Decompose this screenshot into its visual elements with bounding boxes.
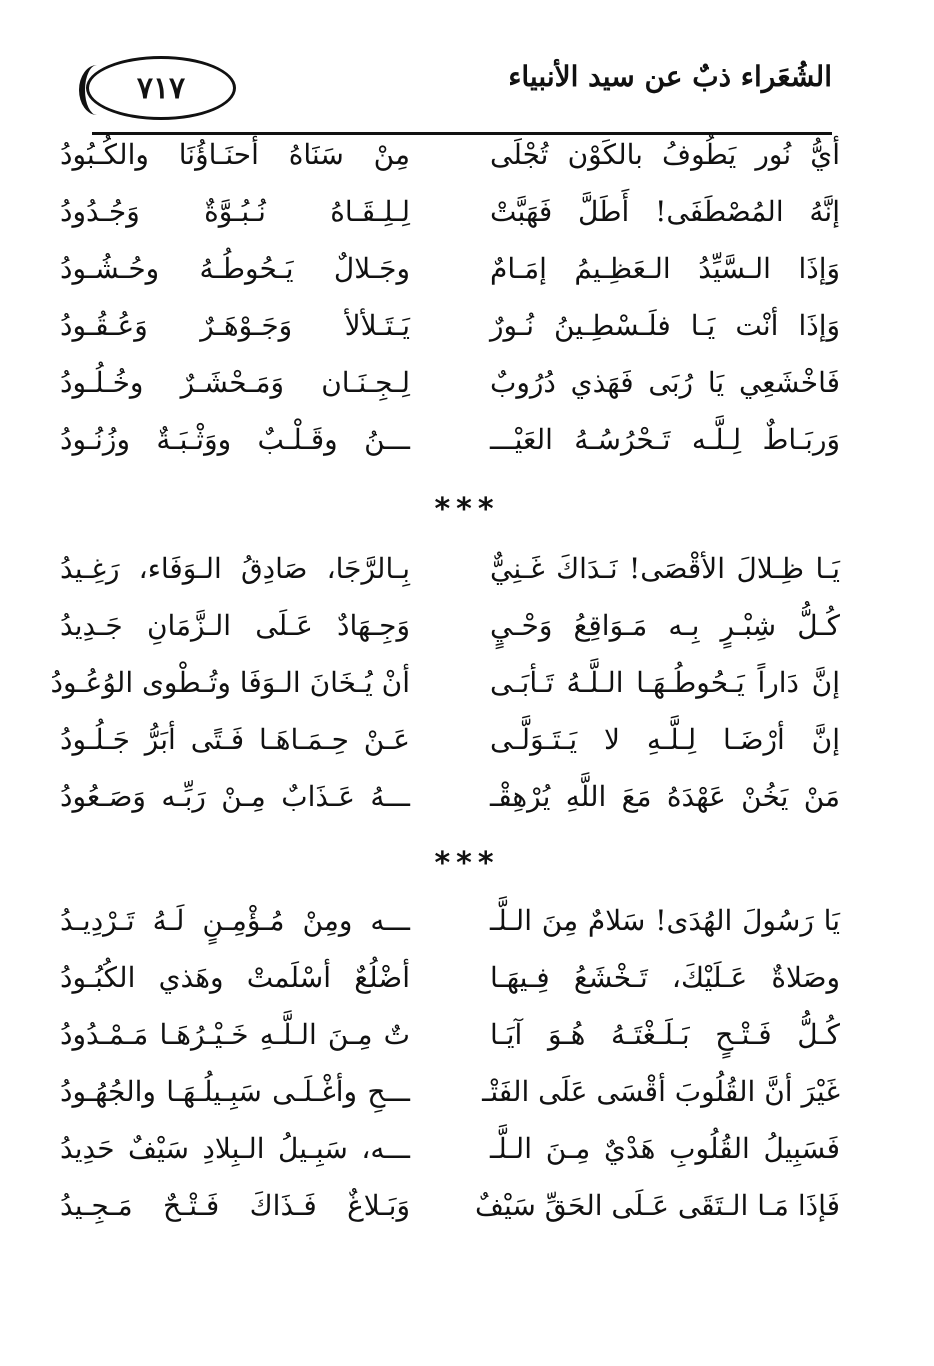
page-header (72, 46, 832, 130)
verse (60, 358, 840, 415)
verse-first-hemistich: فَسَبِيلُ القُلُوبِ هَدْيٌ مِـنَ الـلَّـ (490, 1132, 840, 1165)
verse-second-hemistich: ـــهُ عَـذَابٌ مِـنْ رَبِّـه وَصَـعُودُ (60, 780, 410, 813)
verse-second-hemistich: وجَـلالٌ يَـحُوطُـهُ وحُـشُـودُ (60, 252, 410, 285)
verse-first-hemistich: كُـلُّ فَـتْـحٍ بَـلَـغْتَـهُ هُـوَ آيَـا (490, 1018, 840, 1051)
verse-first-hemistich: فَإذَا مَـا الـتَقَى عَـلَى الحَقِّ سَيْفٌ (474, 1189, 840, 1222)
verse-second-hemistich: وَبَـلاغٌ فَـذَاكَ فَـتْـحٌ مَـجِـيدُ (60, 1189, 410, 1222)
verse-first-hemistich: وصَلاةٌ عَـلَيْكَ، تَـخْشَعُ فِـيهَـا (490, 961, 840, 994)
verse (60, 772, 840, 829)
verse-second-hemistich: لِـلِـقَـاهُ نُـبُـوَّةٌ وَجُـدُودُ (60, 195, 410, 228)
verse-second-hemistich: ـــه ومِنْ مُـؤْمِـنٍ لَـهُ تَـرْدِيـدُ (60, 904, 410, 937)
verse-second-hemistich: وَجِـهَادٌ عَـلَى الـزَّمَانِ جَـدِيدُ (60, 609, 410, 642)
stanza-divider: *** (434, 492, 500, 527)
verse-first-hemistich: إنَّ دَاراً يَـحُوطُـهَـا الـلَّـهُ تَـأبَـى (490, 666, 840, 699)
verse (60, 544, 840, 601)
verse (60, 1181, 840, 1238)
verse (60, 244, 840, 301)
verse (60, 1124, 840, 1181)
verse (60, 953, 840, 1010)
verse (60, 1067, 840, 1124)
verse-second-hemistich: ـــنُ وقَـلْـبٌ ووَثْـبَـةٌ وزُنُـودُ (60, 423, 410, 456)
verse-first-hemistich: يَـا ظِـلالَ الأقْصَى! نَـدَاكَ غَـنِيٌّ (490, 552, 840, 585)
verse-second-hemistich: يَـتَـلألأ وَجَـوْهَـرٌ وَعُـقُـودُ (60, 309, 410, 342)
verse (60, 415, 840, 472)
verse-first-hemistich: يَا رَسُولَ الهُدَى! سَلامٌ مِنَ الـلَّـ (490, 904, 840, 937)
verse-second-hemistich: ـــه، سَبِـيلُ الـبِلادِ سَيْفٌ حَدِيدُ (60, 1132, 410, 1165)
verse-second-hemistich: ـــحِ وأغْـلَـى سَبِـيلُـهَـا والجُهُـودُ (60, 1075, 410, 1108)
stanza-3 (60, 896, 840, 1238)
verse-second-hemistich: بِـالرَّجَا، صَادِقُ الـوَفَاء، رَغِـيدُ (60, 552, 410, 585)
verse-first-hemistich: وَربَـاطٌ لِـلَّـه تَـحْرُسُـهُ العَيْـــ (490, 423, 840, 456)
stanza-2 (50, 544, 840, 829)
verse (60, 896, 840, 953)
verse (60, 301, 840, 358)
verse-first-hemistich: إنَّهُ المُصْطَفَى! أَطَلَّ فَهَبَّتْ (490, 195, 840, 228)
verse (60, 130, 840, 187)
page-number: ٧١٧ (136, 70, 186, 106)
verse (50, 658, 840, 715)
verse-second-hemistich: عَـنْ حِـمَـاهَـا فَـتًى أبَرُّ جَـلُـودُ (60, 723, 410, 756)
verse-second-hemistich: لِـجِـنَـان وَمَـحْشَـرٌ وخُـلُـودُ (60, 366, 410, 399)
verse (60, 1010, 840, 1067)
running-title: الشُعَراء ذبٌ عن سيد الأنبياء (508, 60, 832, 93)
verse (60, 601, 840, 658)
verse-first-hemistich: كُـلُّ شِبْـرٍ بِـه مَـوَاقِعُ وَحْـيٍ (490, 609, 840, 642)
verse-second-hemistich: أضْلُعٌ أسْلَمتْ وهَذي الكُبُـودُ (60, 961, 410, 994)
verse-first-hemistich: غَيْرَ أنَّ القُلُوبَ أقْسَى عَلَى الفَتْـ (482, 1075, 840, 1108)
verse (60, 187, 840, 244)
page-number-badge (86, 56, 236, 120)
verse (60, 715, 840, 772)
verse-first-hemistich: أيُّ نُور يَطُوفُ بالكَوْن تُجْلَى (490, 138, 840, 171)
verse-second-hemistich: تٌ مِـنَ الـلَّـهِ خَـيْـرُهَـا مَـمْـدُودُ (60, 1018, 410, 1051)
verse-second-hemistich: مِنْ سَنَاهُ أحنَـاؤُنَا والكُـبُودُ (60, 138, 410, 171)
verse-second-hemistich: أنْ يُـخَانَ الـوَفَا وتُـطْوى الوُعُـودُ (50, 666, 410, 699)
verse-first-hemistich: إنَّ أرْضَـا لِـلَّـهِ لا يَـتَـوَلَّـى (490, 723, 840, 756)
verse-first-hemistich: وَإذَا الـسَّيِّدُ الـعَظِـيمُ إمَـامٌ (490, 252, 840, 285)
verse-first-hemistich: وَإذَا أنْت يَـا فلَـسْطِـينُ نُـورٌ (490, 309, 840, 342)
verse-first-hemistich: مَنْ يَخُنْ عَهْدَهُ مَعَ اللَّهِ يُرْهِقْـ (490, 780, 840, 813)
stanza-divider: *** (434, 846, 500, 881)
stanza-1 (60, 130, 840, 472)
verse-first-hemistich: فَاخْشَعِي يَا رُبَى فَهَذي دُرُوبٌ (490, 366, 840, 399)
